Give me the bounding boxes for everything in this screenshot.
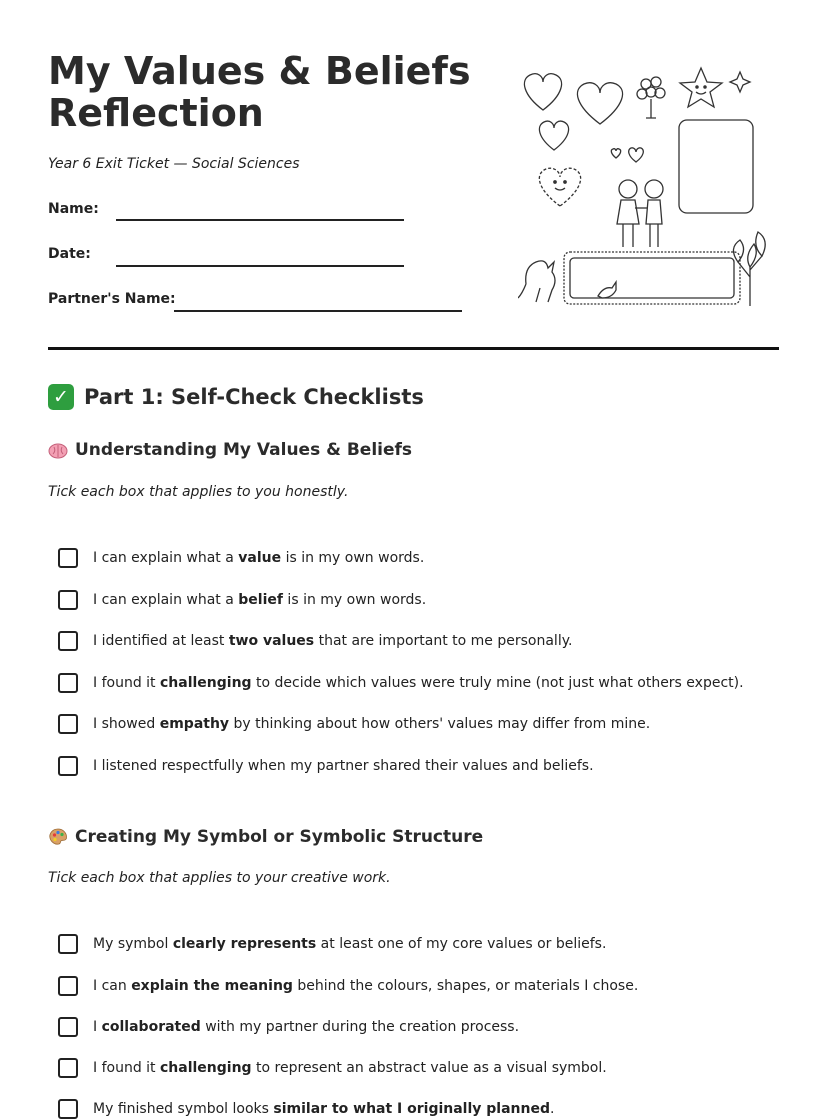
checklist-item	[58, 1017, 519, 1037]
checkbox[interactable]	[58, 934, 78, 954]
section-2-instruction: Tick each box that applies to your creative work.	[48, 870, 391, 886]
checklist-item-text: I collaborated with my partner during the creation process.	[93, 1019, 520, 1035]
bird-icon	[598, 282, 616, 298]
checklist-item	[58, 673, 744, 693]
brain-icon	[48, 440, 68, 460]
checklist-item	[58, 934, 606, 954]
section-1-heading-text: Understanding My Values & Beliefs	[75, 440, 413, 460]
checklist-item-text: I listened respectfully when my partner shared their values and beliefs.	[93, 758, 594, 774]
checklist-item-text: I showed empathy by thinking about how others' values may differ from mine.	[93, 716, 651, 732]
palette-icon	[48, 827, 68, 847]
flower-bouquet-icon	[637, 77, 665, 118]
tree-icon	[733, 232, 765, 306]
sparkle-icon	[730, 72, 750, 92]
checklist-item-text: I found it challenging to represent an abstract value as a visual symbol.	[93, 1060, 607, 1076]
section-1-instruction: Tick each box that applies to you honestly.	[48, 484, 349, 500]
checkbox[interactable]	[58, 1058, 78, 1078]
subtitle: Year 6 Exit Ticket — Social Sciences	[48, 156, 300, 172]
section-divider	[48, 347, 779, 350]
page-title	[48, 50, 471, 134]
checklist-item-text: I can explain the meaning behind the colours, shapes, or materials I chose.	[93, 978, 639, 994]
small-heart-icon	[611, 148, 643, 162]
checklist-item	[58, 1058, 607, 1078]
date-field[interactable]	[116, 265, 404, 267]
checkbox[interactable]	[58, 590, 78, 610]
checkbox[interactable]	[58, 1017, 78, 1037]
checklist-item	[58, 756, 594, 776]
checklist-item	[58, 1099, 554, 1119]
checkbox[interactable]	[58, 673, 78, 693]
heart-icon	[577, 83, 622, 124]
checkbox[interactable]	[58, 548, 78, 568]
checklist-item-text: I can explain what a value is in my own words.	[93, 550, 425, 566]
kangaroo-icon	[518, 261, 555, 302]
garden-border-icon	[564, 252, 740, 304]
section-2-heading-text: Creating My Symbol or Symbolic Structure	[75, 827, 484, 847]
checklist-item	[58, 590, 426, 610]
part-1-heading	[48, 384, 424, 410]
checklist-item	[58, 976, 638, 996]
two-children-icon	[617, 180, 663, 247]
decorative-illustration	[518, 62, 774, 312]
checklist-item	[58, 631, 572, 651]
smiling-star-icon	[680, 68, 722, 107]
checklist-item	[58, 714, 650, 734]
date-label: Date:	[48, 246, 91, 262]
checklist-item-text: My symbol clearly represents at least one of my core values or beliefs.	[93, 936, 607, 952]
page-title-line-2: Reflection	[48, 91, 264, 135]
page-title-line-1: My Values & Beliefs	[48, 49, 471, 93]
check-mark-icon: ✓	[48, 384, 74, 410]
checklist-item-text: I found it challenging to decide which values were truly mine (not just what others expect).	[93, 675, 744, 691]
photo-frame-icon	[679, 120, 753, 213]
heart-icon	[539, 121, 568, 150]
partner-name-field[interactable]	[174, 310, 462, 312]
checkbox[interactable]	[58, 714, 78, 734]
part-1-heading-text: Part 1: Self-Check Checklists	[84, 385, 424, 409]
checklist-item-text: My finished symbol looks similar to what I originally planned.	[93, 1101, 555, 1117]
heart-icon	[524, 74, 561, 110]
checklist-item-text: I identified at least two values that are important to me personally.	[93, 633, 573, 649]
smiling-heart-icon	[539, 168, 580, 206]
partner-name-label: Partner's Name:	[48, 291, 176, 307]
checklist-item	[58, 548, 424, 568]
name-field[interactable]	[116, 219, 404, 221]
section-2-heading	[48, 827, 483, 847]
checklist-item-text: I can explain what a belief is in my own words.	[93, 592, 427, 608]
checkbox[interactable]	[58, 631, 78, 651]
section-1-heading	[48, 440, 412, 460]
checkbox[interactable]	[58, 976, 78, 996]
checkbox[interactable]	[58, 1099, 78, 1119]
name-label: Name:	[48, 201, 99, 217]
checkbox[interactable]	[58, 756, 78, 776]
